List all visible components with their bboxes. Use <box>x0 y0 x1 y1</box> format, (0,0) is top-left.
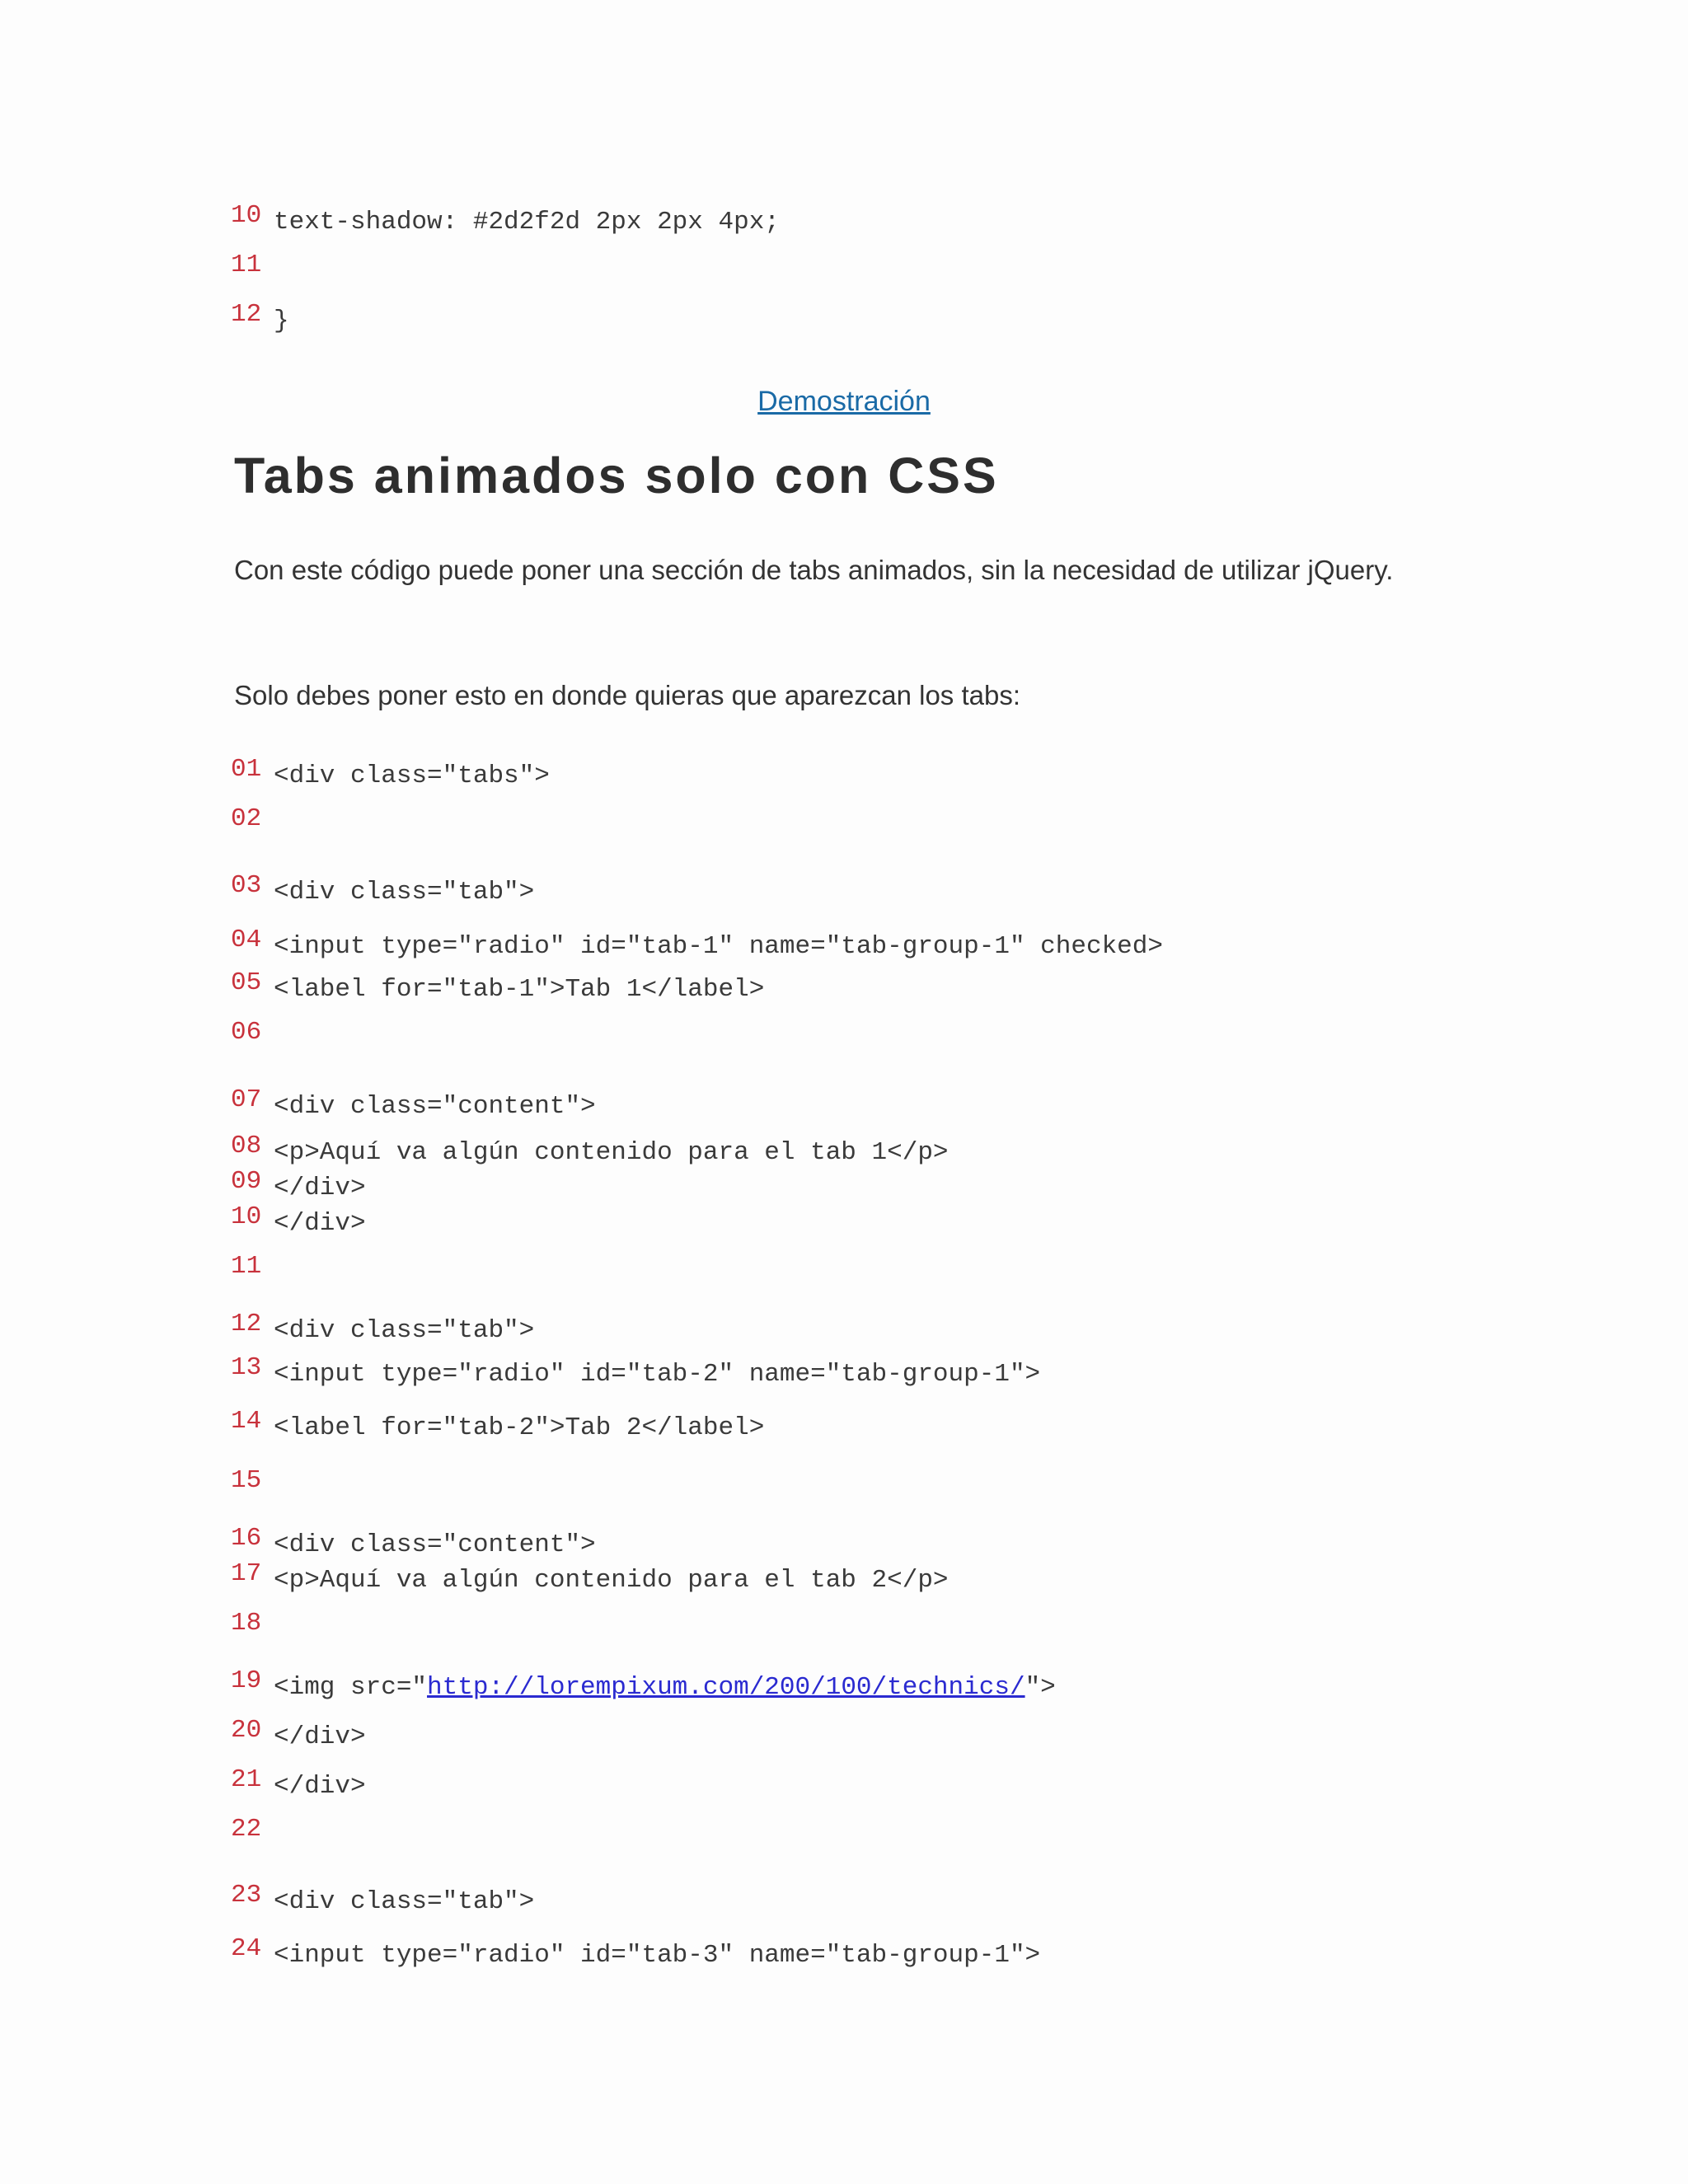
instruction-paragraph: Solo debes poner esto en donde quieras que aparezcan los tabs: <box>234 680 1021 710</box>
code-line <box>231 1666 1056 1706</box>
code-text: </div> <box>274 1174 366 1202</box>
code-line <box>231 1815 262 1854</box>
code-text: <p>Aquí va algún contenido para el tab 2</p> <box>274 1566 949 1595</box>
code-text: </div> <box>274 1772 366 1801</box>
code-line <box>231 1310 535 1349</box>
line-number: 20 <box>231 1716 262 1745</box>
code-line <box>231 1559 949 1599</box>
code-text: <p>Aquí va algún contenido para el tab 1</p> <box>274 1138 949 1167</box>
code-line <box>231 755 550 794</box>
code-line <box>231 1716 366 1755</box>
code-line <box>231 1609 262 1648</box>
line-number: 01 <box>231 755 262 784</box>
code-text: <input type="radio" id="tab-2" name="tab-group-1"> <box>274 1360 1041 1389</box>
code-line <box>231 1018 262 1057</box>
code-line <box>231 1407 765 1446</box>
line-number: 15 <box>231 1466 262 1495</box>
code-text: <label for="tab-2">Tab 2</label> <box>274 1413 765 1442</box>
code-line <box>231 1167 366 1207</box>
intro-paragraph: Con este código puede poner una sección de tabs animados, sin la necesidad de utilizar jQuery. <box>234 555 1394 585</box>
code-text <box>274 1673 1056 1702</box>
line-number: 23 <box>231 1881 262 1910</box>
code-text: } <box>274 307 289 335</box>
code-line <box>231 1202 366 1242</box>
code-text: <div class="tabs"> <box>274 762 550 790</box>
code-text: </div> <box>274 1722 366 1751</box>
section-heading: Tabs animados solo con CSS <box>234 448 999 504</box>
code-line <box>231 804 262 844</box>
line-number: 03 <box>231 871 262 900</box>
line-number: 24 <box>231 1934 262 1963</box>
code-line <box>231 1934 1041 1974</box>
line-number: 11 <box>231 251 262 279</box>
code-line <box>231 1466 262 1506</box>
code-line <box>231 968 765 1008</box>
line-number: 17 <box>231 1559 262 1588</box>
code-line <box>231 1881 535 1920</box>
line-number: 18 <box>231 1609 262 1638</box>
line-number: 10 <box>231 1202 262 1231</box>
demo-link-wrapper <box>0 386 1688 418</box>
line-number: 12 <box>231 300 262 329</box>
line-number: 08 <box>231 1132 262 1160</box>
line-number: 14 <box>231 1407 262 1436</box>
line-number: 06 <box>231 1018 262 1047</box>
code-line <box>231 1252 262 1291</box>
demo-link[interactable]: Demostración <box>757 386 931 417</box>
line-number: 09 <box>231 1167 262 1196</box>
code-line <box>231 1085 596 1125</box>
line-number: 11 <box>231 1252 262 1281</box>
line-number: 07 <box>231 1085 262 1114</box>
code-text: <div class="content"> <box>274 1092 596 1121</box>
line-number: 19 <box>231 1666 262 1695</box>
code-line <box>231 251 262 290</box>
code-text: <label for="tab-1">Tab 1</label> <box>274 975 765 1004</box>
line-number: 05 <box>231 968 262 997</box>
code-text: </div> <box>274 1209 366 1238</box>
line-number: 13 <box>231 1353 262 1382</box>
image-url-link[interactable]: http://lorempixum.com/200/100/technics/ <box>427 1673 1025 1702</box>
code-line <box>231 1524 596 1563</box>
code-line <box>231 1765 366 1805</box>
code-line <box>231 1132 949 1171</box>
line-number: 02 <box>231 804 262 833</box>
line-number: 04 <box>231 926 262 954</box>
code-text-before-link: <img src=" <box>274 1673 428 1702</box>
line-number: 10 <box>231 201 262 230</box>
code-text-after-link: "> <box>1025 1673 1056 1702</box>
line-number: 12 <box>231 1310 262 1338</box>
code-line <box>231 1353 1041 1393</box>
code-text: <input type="radio" id="tab-3" name="tab-group-1"> <box>274 1941 1041 1970</box>
code-text: text-shadow: #2d2f2d 2px 2px 4px; <box>274 208 780 237</box>
code-line <box>231 201 780 241</box>
line-number: 22 <box>231 1815 262 1844</box>
code-line <box>231 871 535 911</box>
code-text: <div class="tab"> <box>274 1316 535 1345</box>
code-text: <div class="tab"> <box>274 878 535 907</box>
code-text: <div class="tab"> <box>274 1887 535 1916</box>
code-line <box>231 300 289 340</box>
code-text: <div class="content"> <box>274 1530 596 1559</box>
code-line <box>231 926 1163 965</box>
line-number: 21 <box>231 1765 262 1794</box>
code-text: <input type="radio" id="tab-1" name="tab-group-1" checked> <box>274 932 1163 961</box>
line-number: 16 <box>231 1524 262 1553</box>
